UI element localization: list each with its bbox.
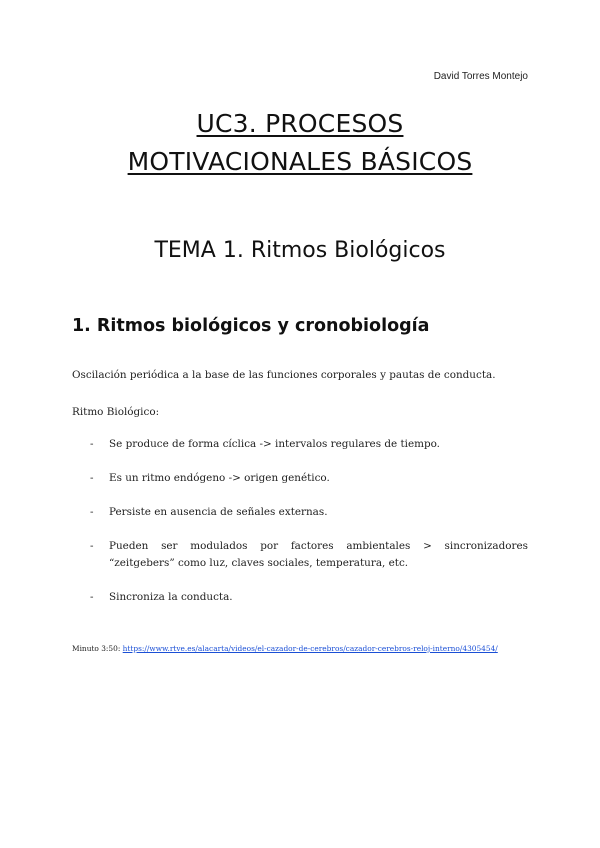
bullet-dash: -: [90, 506, 94, 518]
bullet-list: [72, 436, 528, 623]
list-item: [72, 504, 528, 521]
list-item: [72, 589, 528, 606]
intro-paragraph: Oscilación periódica a la base de las funciones corporales y pautas de conducta.: [72, 369, 496, 381]
subheading-paragraph: Ritmo Biológico:: [72, 406, 160, 418]
bullet-dash: -: [90, 540, 94, 552]
list-item: [72, 470, 528, 487]
document-title-line-1: UC3. PROCESOS: [196, 109, 404, 138]
topic-heading: TEMA 1. Ritmos Biológicos: [154, 238, 446, 263]
bullet-dash: -: [90, 591, 94, 603]
document-title-line-2: MOTIVACIONALES BÁSICOS: [127, 147, 473, 176]
list-item: [72, 436, 528, 453]
document-title: [0, 105, 600, 181]
reference-label: Minuto 3:50:: [72, 644, 121, 653]
list-item-text: Sincroniza la conducta.: [109, 591, 233, 603]
bullet-dash: -: [90, 438, 94, 450]
video-reference: [72, 644, 498, 653]
list-item-text: Pueden ser modulados por factores ambientales > sincronizadores “zeitgebers” como luz, claves sociales, temperatura, etc.: [109, 540, 528, 569]
list-item-text: Persiste en ausencia de señales externas.: [109, 506, 328, 518]
list-item-text: Se produce de forma cíclica -> intervalos regulares de tiempo.: [109, 438, 440, 450]
list-item: [72, 538, 528, 572]
section-heading: 1. Ritmos biológicos y cronobiología: [72, 316, 430, 336]
author-name: David Torres Montejo: [433, 71, 528, 82]
video-link[interactable]: https://www.rtve.es/alacarta/videos/el-cazador-de-cerebros/cazador-cerebros-reloj-interno/4305454/: [122, 644, 498, 653]
list-item-text: Es un ritmo endógeno -> origen genético.: [109, 472, 330, 484]
bullet-dash: -: [90, 472, 94, 484]
